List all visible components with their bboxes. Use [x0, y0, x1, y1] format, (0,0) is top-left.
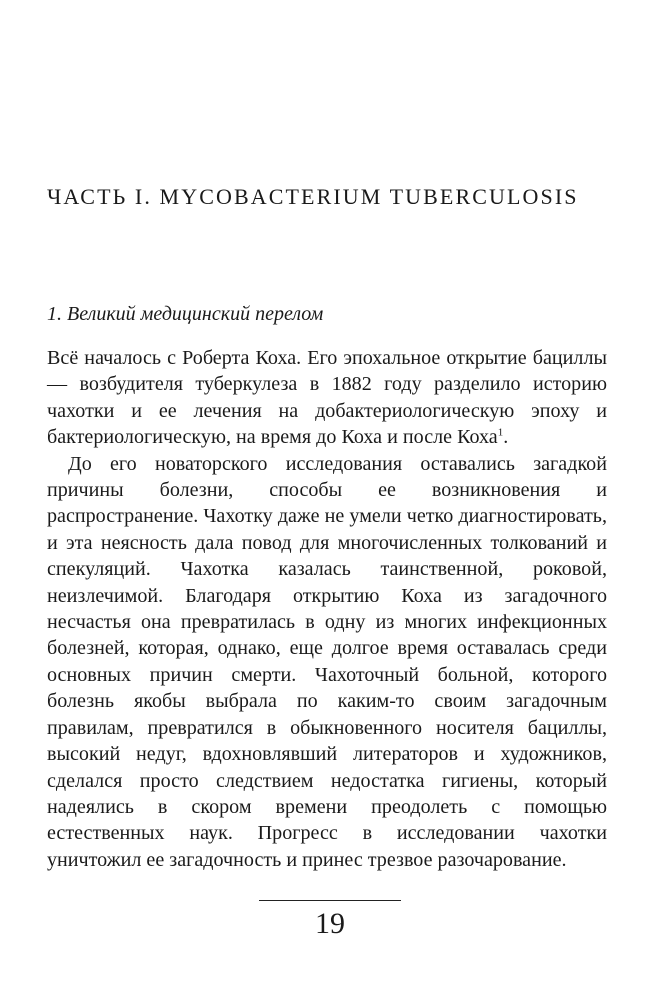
page-number-rule — [259, 900, 401, 901]
body-text — [47, 345, 607, 873]
paragraph-1-tail: . — [503, 426, 509, 449]
page-number: 19 — [315, 907, 345, 940]
chapter-number: 1. — [47, 303, 62, 325]
paragraph-1 — [47, 345, 607, 451]
footnote-reference: 1 — [497, 426, 504, 439]
paragraph-1-text: Всё началось с Роберта Коха. Его эпохальное открытие бациллы — возбудителя туберкулеза в 1882 году разделило историю чахотки и ее лечения на добактериологическую эпоху и бактериологическую, на время до Коха и после Коха — [47, 347, 607, 449]
part-title: ЧАСТЬ I. MYCOBACTERIUM TUBERCULOSIS — [47, 184, 579, 209]
chapter-heading — [47, 303, 607, 326]
paragraph-2: До его новаторского исследования оставались загадкой причины болезни, способы ее возникновения и распространение. Чахотку даже не умели четко диагностировать, и эта неясность дала повод для многочисленных толкований и спекуляций. Чахотка казалась таинственной, роковой, неизлечимой. Благодаря открытию Коха из загадочного несчастья она превратилась в одну из многих инфекционных болезней, которая, однако, еще долгое время оставалась среди основных причин смерти. Чахоточный больной, которого болезнь якобы выбрала по каким-то своим загадочным правилам, превратился в обыкновенного носителя бациллы, высокий недуг, вдохновлявший литераторов и художников, сделался просто следствием недостатка гигиены, который надеялись в скором времени преодолеть с помощью естественных наук. Прогресс в исследовании чахотки уничтожил ее загадочность и принес трезвое разочарование. — [47, 452, 607, 871]
chapter-title: Великий медицинский перелом — [67, 303, 324, 325]
